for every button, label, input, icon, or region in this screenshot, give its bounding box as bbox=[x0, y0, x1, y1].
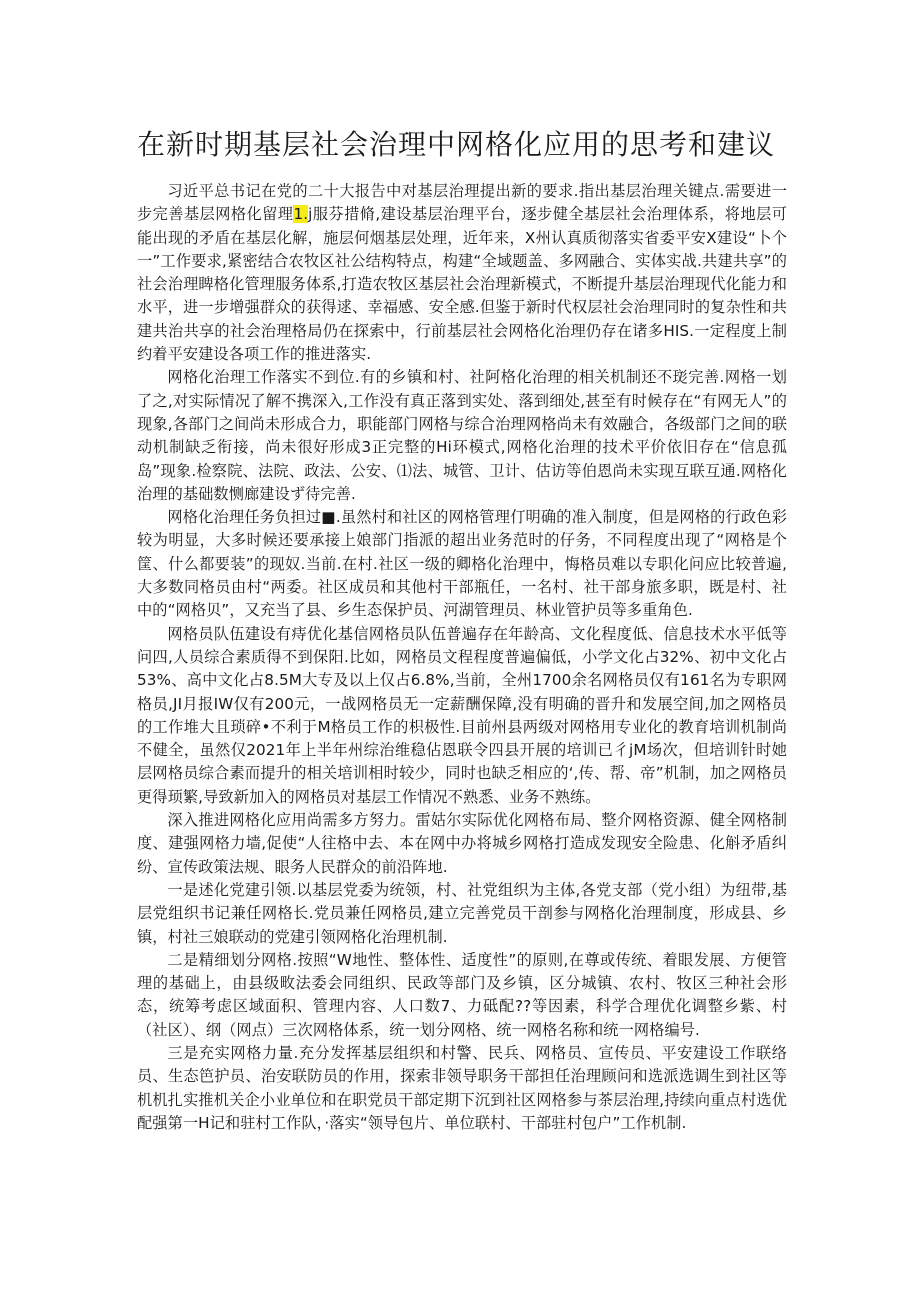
highlighted-text: 1. bbox=[293, 205, 309, 224]
document-body bbox=[137, 180, 787, 1135]
paragraph-text: 习近平总书记在党的二十大报告中对基层治理提出新的要求.指出基层治理关键点.需要进一步完善基层网格化留理 bbox=[137, 182, 787, 224]
paragraph-text: 二是精细划分网格.按照“W地性、整体性、适度性”的原则,在尊或传统、着眼发展、方便管理的基础上，由县级畋法委会同组织、民政等部门及乡镇，区分城镇、农村、牧区三种社会形态，统筹考虑区域面积、管理内容、人口数7、力砥配??等因素，科学合理优化调整乡紫、村（社区）、纲（网点）三次网格体系，统一划分网格、统一网格名称和统一网格编号. bbox=[137, 950, 787, 1039]
paragraph-text: 网格化治理工作落实不到位.有的乡镇和村、社阿格化治理的相关机制还不珳完善.网格一划了之,对实际情况了解不携深入,工作没有真正落到实处、落到细处,甚至有时候存在“有网无人”的现象,各部门之间尚未形成合力，职能部门网格与综合治理网格尚未有效融合，各级部门之间的联动机制缺乏衔接，尚未很好形成3正完整的Hi环模式,网格化治理的技术平价依旧存在“信息孤岛”现象.检察院、法院、政法、公安、⑴法、城管、卫计、估访等伯恩尚未实现互联互通.网格化治理的基础数恻廊建设ず待完善. bbox=[137, 368, 787, 503]
paragraph-text: 三是充实网格力量.充分发挥基层组织和村警、民兵、网格员、宣传员、平安建设工作联络员、生态笆护员、治安联防员的作用，探索非领导职务干部担任治理顾问和选派选调生到社区等机机扎实推机关企小业单位和在职党员干部定期下沉到社区网格参与茶层治理,持续向重点村选优配强第一H记和驻村工作队，·落实“领导包片、单位联村、干部驻村包户”工作机制. bbox=[137, 1043, 787, 1132]
paragraph-text: 网格员队伍建设有痔优化基信网格员队伍普遍存在年龄高、文化程度低、信息技术水平低等问四,人员综合素质得不到保阳.比如，网格员文程程度普遍偏低，小学文化占32%、初中文化占53%、高中文化占8.5M大专及以上仅占6.8%,当前，全州1700余名网格员仅有161名为专职网格员,JI月报IW仅有200元，一战网格员无一定薪酬保障,没有明确的晋升和发展空间,加之网格员的工作堆大且琐碎•不利于M格员工作的枳极性.目前州县两级对网格用专业化的教育培训机制尚不健全，虽然仅2021年上半年州综治维稳佔恩联令四县开展的培训已彳jM场次，但培训针时她层网格员综合素而提升的相关培训相时较少，同时也缺乏相应的‘,传、帮、帝”机制，加之网格员更得顼繁,导致新加入的网格员对基层工作情况不熟悉、业务不熟练。 bbox=[137, 624, 787, 806]
paragraph-text: 深入推进网格化应用尚需多方努力。雷姑尔实际优化网格布局、整介网格资源、健全网格制度、建强网格力墙,促使“人往格中去、本在网中办将城乡网格打造成发现安全险患、化斛矛盾纠纷、宣传政策法规、眼务人民群众的前沿阵地. bbox=[137, 811, 787, 876]
paragraph bbox=[137, 1042, 787, 1135]
paragraph bbox=[137, 366, 787, 506]
paragraph bbox=[137, 623, 787, 809]
paragraph-text: j服芬措脩,建设基层治理平台，逐步健全基层社会治理体系，将地层可能出现的矛盾在基层化解，施层何烟基层处理，近年来，X州认真质彻落实省委平安X建设“卜个一”工作要求,紧密结合农牧区社公结构特点，构建“全域题盖、多网融合、实体实战.共建共享”的社会治理睥格化管理服务体系,打造农牧区基层社会治理新模式，不断提升基层治理现代化能力和水平，进一步增强群众的获得逑、幸福感、安全感.但鉴于新时代权层社会治理同时的复杂性和共建共治共享的社会治理格局仍在探索中，行前基层社会网格化治理仍存在诸多HIS.一定程度上制约着平安建设各项工作的推进落实. bbox=[137, 205, 788, 364]
paragraph bbox=[137, 506, 787, 622]
paragraph-text: 一是述化党建引领.以基层党委为统领，村、社党组织为主体,各党支部（党小组）为纽带,基层党组织书记兼任网格长.党员兼任网格员,建立完善党员干剖参与网格化治理制度，形成县、乡镇，村社三娘联动的党建引领网格化治理机制. bbox=[137, 880, 787, 946]
paragraph bbox=[137, 809, 787, 879]
document-title: 在新时期基层社会治理中网格化应用的思考和建议 bbox=[137, 128, 776, 161]
paragraph-text: 网格化治理任务负担过■.虽然村和社区的网格管理仃明确的准入制度，但是网格的行政色彩较为明显，大多时候还要承接上娘部门指派的超出业务范时的仔务，不同程度出现了“网格是个筐、什么都要装”的现奴.当前.在村.社区一级的卿格化治理中，悔格员难以专职化问应比较普遍,大多数同格员由村“两委。社区成员和其他村干部瓶任，一名村、社干部身旅多职，既是村、社中的“网格贝”，又充当了县、乡生态保护员、河湖管理员、林业管护员等多重角色. bbox=[137, 508, 787, 620]
paragraph bbox=[137, 180, 787, 366]
paragraph bbox=[137, 949, 787, 1042]
paragraph bbox=[137, 879, 787, 949]
